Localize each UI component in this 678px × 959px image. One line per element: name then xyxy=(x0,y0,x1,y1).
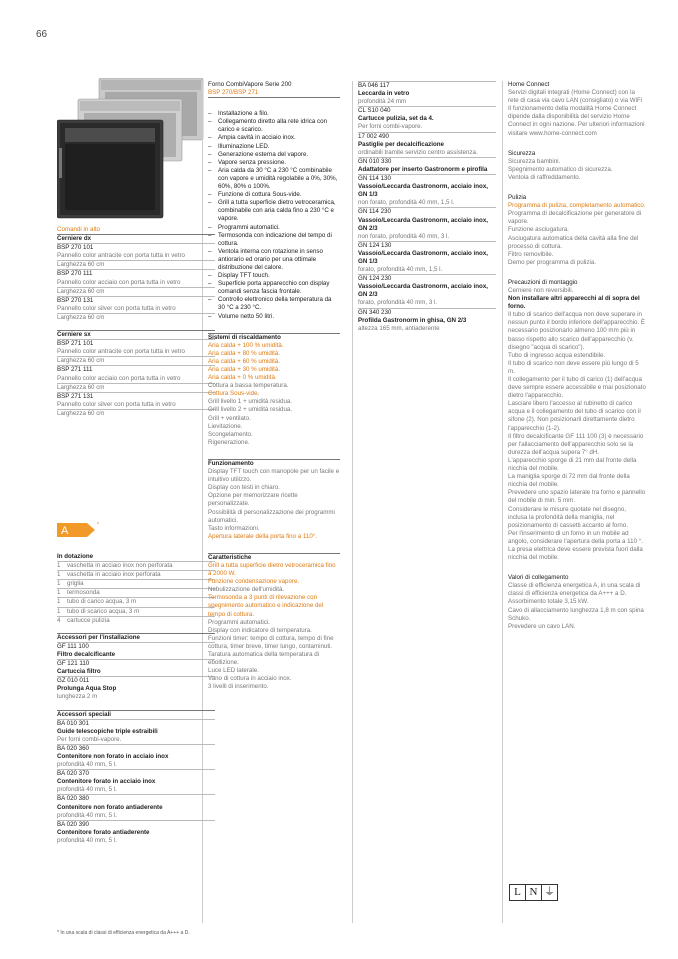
item-detail: non forato, profondità 40 mm, 3 l. xyxy=(358,232,450,240)
heating-mode: Grill livello 1 + umidità residua. xyxy=(208,398,293,406)
item-name: Contenitore non forato in acciaio inox xyxy=(57,752,169,760)
product-item xyxy=(57,820,215,845)
feature-item: – Aria calda da 30 °C a 230 °C combinabile con vapore e umidità regolabile a 0%, 30%, 60%, 80% o 100%. xyxy=(208,167,340,191)
cerniere-sx-list xyxy=(57,339,215,418)
funzionamento-list xyxy=(208,468,340,533)
valori-line: Prevedere un cavo LAN. xyxy=(508,622,576,630)
product-item xyxy=(57,269,215,295)
item-detail: Per forni combi-vapore. xyxy=(57,735,122,743)
funzionamento-heading: Funzionamento xyxy=(208,459,340,468)
heating-mode: Lievitazione. xyxy=(208,422,243,430)
feature-item: – Volume netto 50 litri. xyxy=(208,313,340,321)
item-code: GN 114 230 xyxy=(358,208,391,216)
item-name: Cartucce pulizia, set da 4. xyxy=(358,115,434,123)
item-code: GN 124 130 xyxy=(358,241,392,249)
product-item xyxy=(57,339,215,365)
precauzioni-line: Lasciare libero l'accesso al rubinetto di carico acqua e il collegamento del tubo di scarico con il sifone (2). Non posizionarli direttamente dietro l'apparecchio (1-2). xyxy=(508,400,641,432)
feature-item: – Controllo elettronico della temperatura da 30 °C a 230 °C. xyxy=(208,296,340,312)
funzionamento-line: Tasto informazioni. xyxy=(208,524,260,532)
sicurezza-text xyxy=(508,158,646,182)
home-connect-line: Servizi digitali integrati (Home Connect) con la rete di casa via cavo LAN (consigliato) o via WiFi xyxy=(508,89,643,105)
caratteristiche-heading: Caratteristiche xyxy=(208,553,340,562)
energy-class-label: A xyxy=(61,525,69,537)
feature-item: – Illuminazione LED. xyxy=(208,143,340,151)
product-item xyxy=(57,719,215,744)
dotazione-row xyxy=(57,597,215,606)
precauzioni-line: Tubo di ingresso acqua estendibile. xyxy=(508,351,606,359)
item-detail: lunghezza 2 m xyxy=(57,693,98,701)
product-item xyxy=(57,642,215,659)
item-detail: profondità 40 mm, 5 l. xyxy=(57,761,117,769)
footnote: * In una scala di classi di efficienza energetica da A+++ a D. xyxy=(57,930,190,936)
item-description: Pannello color acciaio con porta tutta in vetro xyxy=(57,278,181,286)
product-item xyxy=(358,132,496,157)
dotazione-text: vaschetta in acciaio inox perforata xyxy=(67,571,161,579)
feature-item: – Collegamento diretto alla rete idrica con carico e scarico. xyxy=(208,118,340,134)
dotazione-text: termosonda xyxy=(67,589,100,597)
product-item xyxy=(57,744,215,769)
sistemi-list xyxy=(208,398,340,447)
precauzioni-line: La presa elettrica deve essere prevista fuori dalla nicchia del mobile. xyxy=(508,545,643,562)
funzionamento-line: Possibilità di personalizzazione dei programmi automatici. xyxy=(208,508,335,524)
accessori-installazione-heading: Accessori per l'installazione xyxy=(57,633,215,642)
dotazione-qty: 1 xyxy=(57,607,61,615)
dotazione-text: vaschetta in acciaio inox non perforata xyxy=(67,562,173,570)
item-code: 17 002 490 xyxy=(358,132,389,140)
page-number: 66 xyxy=(36,29,48,40)
item-name: Contenitore forato in acciaio inox xyxy=(57,778,156,786)
item-code: GN 124 230 xyxy=(358,275,392,283)
precauzioni-line: Il filtro decalcificante GF 111 100 (3) è necessario per l'allacciamento dell'apparecchio solo se la durezza dell'acqua supera 7° dH. xyxy=(508,432,644,456)
dotazione-qty: 1 xyxy=(57,571,61,579)
earth-icon: ⏚ xyxy=(541,884,558,901)
feature-item: – Programmi automatici. xyxy=(208,224,340,232)
item-name: Vassoio/Leccarda Gastronorm, acciaio inox, GN 2/3 xyxy=(358,283,488,299)
caratteristiche-line: Luce LED laterale. xyxy=(208,667,259,675)
precauzioni-heading: Precauzioni di montaggio xyxy=(508,278,578,286)
feature-item: – Generazione esterna del vapore. xyxy=(208,151,340,159)
in-dotazione-list xyxy=(57,561,215,625)
item-name: Prolunga Aqua Stop xyxy=(57,685,117,693)
caratteristiche-highlight: Grill a tutta superficie dietro vetroceramica fino a 2000 W. xyxy=(208,561,336,578)
sicurezza-line: Spegnimento automatico di sicurezza. xyxy=(508,165,613,173)
caratteristiche-line: Display con indicatore di temperatura. xyxy=(208,626,312,634)
caratteristiche-line: Nebulizzazione dell'umidità. xyxy=(208,586,285,594)
precauzioni-intro: Cerniere non reversibili. xyxy=(508,286,574,294)
cerniere-dx-list xyxy=(57,243,215,322)
product-item xyxy=(57,659,215,676)
product-item xyxy=(358,157,496,174)
heating-mode: Rigenerazione. xyxy=(208,438,250,446)
caratteristiche-line: Programmi automatici. xyxy=(208,618,270,626)
sistemi-heading: Sistemi di riscaldamento xyxy=(208,333,340,342)
accessori-speciali-list xyxy=(57,719,215,845)
connector-symbols xyxy=(509,884,557,901)
sicurezza-line: Ventola di raffreddamento. xyxy=(508,173,581,181)
item-code: GN 340 230 xyxy=(358,308,392,316)
pulizia-line: Demo per programma di pulizia. xyxy=(508,258,597,266)
precauzioni-warning: Non installare altri apparecchi al di sopra del forno. xyxy=(508,295,640,311)
heating-mode: Grill + ventilato. xyxy=(208,414,251,422)
caratteristiche-line: 3 livelli di inserimento. xyxy=(208,683,269,691)
column-divider xyxy=(352,81,353,923)
feature-item: – Ampia cavità in acciaio inox. xyxy=(208,134,340,142)
precauzioni-line: Prevedere uno spazio laterale tra forno e pannello del mobile di min. 5 mm. xyxy=(508,489,646,505)
features-list xyxy=(208,110,340,320)
precauzioni-line: Il tubo di scarico non deve essere più lungo di 5 m. xyxy=(508,359,639,375)
item-width: Larghezza 60 cm xyxy=(57,356,215,365)
valori-line: Assorbimento totale 3,15 kW. xyxy=(508,598,589,606)
product-item xyxy=(358,274,496,307)
product-item xyxy=(358,81,496,106)
item-code: BA 020 380 xyxy=(57,795,89,803)
dotazione-qty: 1 xyxy=(57,598,61,606)
product-item xyxy=(57,769,215,794)
item-detail: Per forni combi-vapore. xyxy=(358,123,423,131)
item-code: BA 020 370 xyxy=(57,770,89,778)
item-name: Contenitore forato antiaderente xyxy=(57,828,150,836)
item-description: Pannello color acciaio con porta tutta in vetro xyxy=(57,374,181,382)
pulizia-heading: Pulizia xyxy=(508,194,527,202)
item-code: GN 114 130 xyxy=(358,175,391,183)
product-item xyxy=(358,106,496,131)
cerniere-sx-heading: Cerniere sx xyxy=(57,330,215,339)
item-code: BA 020 390 xyxy=(57,820,89,828)
dotazione-row xyxy=(57,588,215,597)
feature-item: – Grill a tutta superficie dietro vetroceramica, combinabile con aria calda fino a 230 °C e vapore. xyxy=(208,199,340,223)
dotazione-qty: 4 xyxy=(57,616,61,624)
item-code: BSP 271 101 xyxy=(57,340,94,348)
caratteristiche-highlight: Funzione condensazione vapore. xyxy=(208,578,300,586)
item-name: Vassoio/Leccarda Gastronorm, acciaio inox, GN 2/3 xyxy=(358,216,488,232)
valori-heading: Valori di collegamento xyxy=(508,574,569,582)
accessory-code-list xyxy=(358,81,496,333)
heating-mode: Aria calda + 80 % umidità. xyxy=(208,349,281,357)
product-item xyxy=(57,676,215,701)
product-item xyxy=(57,392,215,418)
accessori-installazione-list xyxy=(57,642,215,702)
accessori-speciali-heading: Accessori speciali xyxy=(57,710,215,719)
precauzioni-line: L'apparecchio sporge di 21 mm dal fronte della nicchia del mobile. xyxy=(508,456,637,473)
precauzioni-line: Il tubo di scarico dell'acqua non deve superare in nessun punto il bordo inferiore dell'apparecchio. È necessario posizionarlo almeno 100 mm più in basso rispetto allo scarico dell'apparecchio (v. disegno "acqua di scarico"). xyxy=(508,311,646,351)
valori-line: Classe di efficienza energetica A, in una scala di classi di efficienza energetica da A+++ a D. xyxy=(508,582,641,598)
dotazione-qty: 1 xyxy=(57,562,61,570)
pulizia-line: Programma di decalcificazione per generatore di vapore. xyxy=(508,210,642,226)
item-code: GZ 010 011 xyxy=(57,677,90,685)
caratteristiche-highlight-list xyxy=(208,562,340,586)
column-accessories xyxy=(57,553,215,845)
dotazione-text: griglia xyxy=(67,580,84,588)
heating-mode: Aria calda + 30 % umidità. xyxy=(208,366,281,373)
sistemi-highlight-list xyxy=(208,342,340,382)
item-code: BSP 271 131 xyxy=(57,392,94,400)
pulizia-line: Funzione asciugatura. xyxy=(508,226,569,234)
sistemi-sousvide: Cottura Sous-vide. xyxy=(208,390,260,398)
caratteristiche-list xyxy=(208,619,340,692)
caratteristiche-line: Taratura automatica della temperatura di ebollizione. xyxy=(208,651,320,667)
in-dotazione-heading: In dotazione xyxy=(57,553,94,560)
item-name: Adattatore per inserto Gastronorm e pirofila xyxy=(358,165,488,173)
feature-item: – Vapore senza pressione. xyxy=(208,159,340,167)
item-width: Larghezza 60 cm xyxy=(57,409,215,418)
product-title: Forno CombiVapore Serie 200 xyxy=(208,81,292,88)
item-name: Vassoio/Leccarda Gastronorm, acciaio inox, GN 1/3 xyxy=(358,183,488,199)
item-code: GN 010 330 xyxy=(358,157,392,165)
item-name: Vassoio/Leccarda Gastronorm, acciaio inox, GN 1/3 xyxy=(358,249,488,265)
item-detail: altezza 165 mm, antiaderente xyxy=(358,324,440,332)
config-heading: Comandi in alto xyxy=(57,226,100,233)
item-detail: profondità 24 mm xyxy=(358,98,407,106)
item-code: GF 121 110 xyxy=(57,660,90,668)
feature-item: – Superficie porta apparecchio con display comandi senza fascia frontale. xyxy=(208,280,340,296)
dotazione-qty: 1 xyxy=(57,580,61,588)
item-name: Contenitore non forato antiaderente xyxy=(57,803,163,811)
precauzioni-line: Per l'inserimento di un forno in un mobile ad angolo, considerare l'apertura della porta a 110 °. xyxy=(508,529,643,545)
feature-item: – Termosonda con indicazione del tempo di cottura. xyxy=(208,232,340,248)
heating-mode: Grill livello 2 + umidità residua. xyxy=(208,406,293,414)
home-connect-heading: Home Connect xyxy=(508,81,550,88)
item-code: CL S10 040 xyxy=(358,107,391,115)
product-item xyxy=(358,207,496,240)
product-item xyxy=(358,174,496,207)
funzionamento-line: Opzione per memorizzare ricette personalizzate. xyxy=(208,492,298,508)
item-name: Leccarda in vetro xyxy=(358,90,410,98)
dotazione-row xyxy=(57,561,215,570)
feature-item: – Funzione di cottura Sous-vide. xyxy=(208,191,340,199)
pulizia-line: Filtro removibile. xyxy=(508,250,554,258)
funzionamento-highlight: Apertura laterale della porta fino a 110°. xyxy=(208,532,317,540)
item-code: BA 010 301 xyxy=(57,719,89,727)
item-description: Pannello color antracite con porta tutta in vetro xyxy=(57,348,185,356)
product-item xyxy=(57,365,215,391)
dotazione-row xyxy=(57,616,215,625)
dotazione-row xyxy=(57,570,215,579)
dotazione-text: cartucce pulizia xyxy=(67,616,110,624)
item-description: Pannello color antracite con porta tutta in vetro xyxy=(57,252,185,260)
pulizia-text xyxy=(508,210,646,267)
oven-product-image xyxy=(57,78,205,220)
dotazione-row xyxy=(57,579,215,588)
valori-text xyxy=(508,582,646,631)
dotazione-qty: 1 xyxy=(57,589,61,597)
dotazione-text: tubo di scarico acqua, 3 m xyxy=(67,607,140,615)
item-description: Pannello color silver con porta tutta in vetro xyxy=(57,400,176,408)
sicurezza-heading: Sicurezza xyxy=(508,149,536,157)
item-code: BSP 270 111 xyxy=(57,270,93,278)
home-connect-line: Il funzionamento della modalità Home Connect dipende dalla disponibilità del servizio Home Connect in ogni nazione. Per ulteriori informazioni visitare www.home-connect.com xyxy=(508,105,645,137)
dotazione-row xyxy=(57,607,215,616)
product-item xyxy=(358,308,496,333)
feature-item: – Display TFT touch. xyxy=(208,272,340,280)
item-name: Cartuccia filtro xyxy=(57,668,101,676)
cerniere-dx-heading: Cerniere dx xyxy=(57,234,215,243)
item-width: Larghezza 60 cm xyxy=(57,383,215,392)
item-detail: profondità 40 mm, 5 l. xyxy=(57,836,117,844)
column-models xyxy=(57,226,215,418)
item-code: BSP 271 111 xyxy=(57,366,93,374)
sicurezza-line: Sicurezza bambini. xyxy=(508,157,561,165)
energy-class-badge xyxy=(57,523,95,537)
pulizia-highlight: Programma di pulizia, completamento automatico. xyxy=(508,202,646,210)
neutral-symbol: N xyxy=(525,884,542,901)
item-code: BSP 270 131 xyxy=(57,296,94,304)
column-features xyxy=(208,81,340,691)
heating-mode: Aria calda + 0 % umidità. xyxy=(208,374,277,382)
item-name: Filtro decalcificante xyxy=(57,650,116,658)
caratteristiche-line: Vano di cottura in acciaio inox. xyxy=(208,675,292,683)
item-width: Larghezza 60 cm xyxy=(57,260,215,269)
pulizia-line: Asciugatura automatica della cavità alla fine del processo di cottura. xyxy=(508,234,639,250)
feature-item: – Ventola interna con rotazione in senso antiorario ed orario per una ottimale distribuzione del calore. xyxy=(208,248,340,272)
item-detail: profondità 40 mm, 5 l. xyxy=(57,786,117,794)
item-width: Larghezza 60 cm xyxy=(57,313,215,322)
energy-footnote-marker: * xyxy=(97,522,99,528)
funzionamento-line: Display con testi in chiaro. xyxy=(208,484,280,492)
precauzioni-line: Il collegamento per il tubo di carico (1) dell'acqua deve sempre essere accessibile e mai posizionato dietro l'apparecchio. xyxy=(508,376,646,400)
heating-mode: Scongelamento. xyxy=(208,430,253,438)
item-detail: non forato, profondità 40 mm, 1,5 l. xyxy=(358,199,455,207)
column-divider xyxy=(502,81,503,923)
item-name: Profilda Gastronorm in ghisa, GN 2/3 xyxy=(358,316,467,324)
item-detail: ordinabili tramite servizio centro assistenza. xyxy=(358,148,478,156)
live-symbol: L xyxy=(509,884,526,901)
column-accessory-codes xyxy=(358,81,496,333)
item-detail: forato, profondità 40 mm, 1,5 l. xyxy=(358,266,443,274)
item-name: Pastiglie per decalcificazione xyxy=(358,140,444,148)
product-item xyxy=(57,296,215,322)
item-code: BA 020 360 xyxy=(57,744,89,752)
heating-mode: Aria calda + 60 % umidità. xyxy=(208,357,281,365)
caratteristiche-line: Funzioni timer: tempo di cottura, tempo di fine cottura, timer breve, timer lungo, contaminuti. xyxy=(208,634,334,650)
feature-item: – Installazione a filo. xyxy=(208,110,340,118)
column-info xyxy=(508,81,646,631)
item-detail: forato, profondità 40 mm, 3 l. xyxy=(358,299,438,307)
item-width: Larghezza 60 cm xyxy=(57,287,215,296)
item-code: BSP 270 101 xyxy=(57,244,94,252)
item-code: GF 111 100 xyxy=(57,642,89,650)
funzionamento-line: Display TFT touch con manopole per un facile e intuitivo utilizzo. xyxy=(208,468,340,484)
dotazione-text: tubo di carico acqua, 3 m xyxy=(67,598,137,606)
precauzioni-text xyxy=(508,311,646,562)
sistemi-line: Cottura a bassa temperatura. xyxy=(208,382,289,390)
item-description: Pannello color silver con porta tutta in vetro xyxy=(57,304,176,312)
caratteristiche-termosonda: Termosonda a 3 punti di rilevazione con spegnimento automatico e indicazione del tempo di cottura. xyxy=(208,594,324,618)
product-item xyxy=(57,794,215,819)
valori-line: Cavo di allacciamento lunghezza 1,8 m con spina Schuko. xyxy=(508,606,644,622)
product-models: BSP 270/BSP 271 xyxy=(208,89,340,98)
home-connect-text xyxy=(508,89,646,138)
item-detail: profondità 40 mm, 5 l. xyxy=(57,811,117,819)
precauzioni-line: La maniglia sporge di 72 mm dal fronte della nicchia del mobile. xyxy=(508,473,630,489)
heating-mode: Aria calda + 100 % umidità. xyxy=(208,341,284,349)
product-item xyxy=(57,243,215,269)
precauzioni-line: Considerare le misure quotate nel disegno, inclusa la profondità della maniglia, nel posizionamento di cassetti accanto al forno. xyxy=(508,505,629,529)
item-code: BA 046 117 xyxy=(358,82,390,89)
product-item xyxy=(358,241,496,274)
item-name: Guide telescopiche triple estraibili xyxy=(57,727,158,735)
